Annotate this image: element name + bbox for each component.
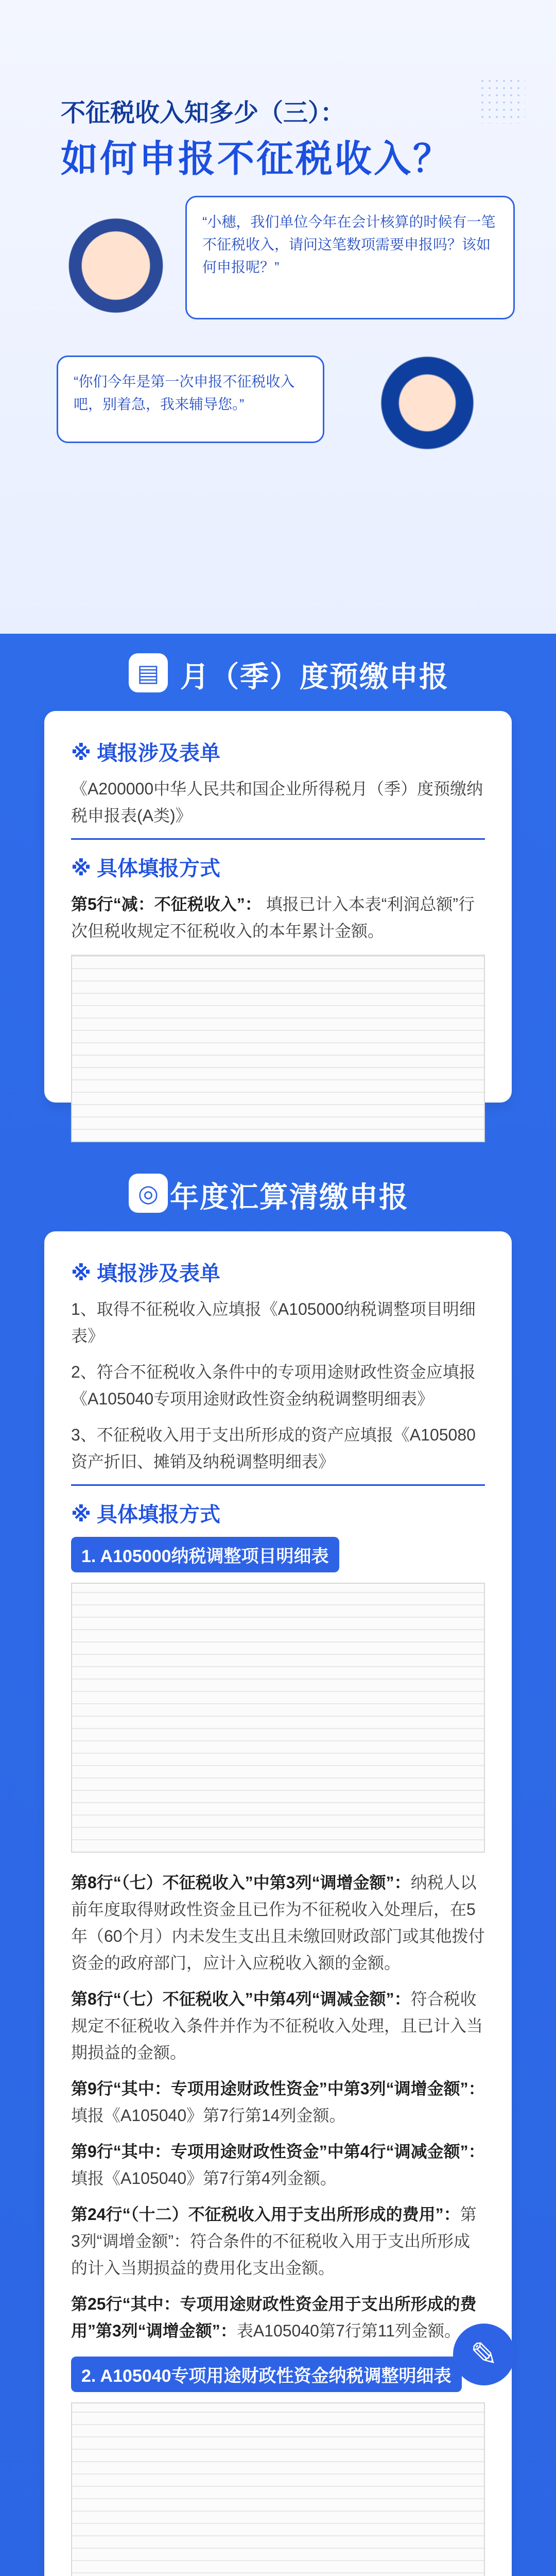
question-bubble: “小穗，我们单位今年在会计核算的时候有一笔不征税收入，请问这笔数项需要申报吗？该如何申报呢？” xyxy=(185,196,515,319)
sub1-row-6-text: 表A105040第7行第11列金额。 xyxy=(236,2321,461,2340)
section2-title: 年度汇算清缴申报 xyxy=(170,1181,409,1213)
sub2-title: 2. A105040专项用途财政性资金纳税调整明细表 xyxy=(71,2357,462,2392)
form-table-image xyxy=(71,955,485,1142)
assistant-avatar xyxy=(360,345,494,510)
sub1-title-wrap xyxy=(71,1537,485,1572)
divider xyxy=(71,838,485,840)
section1-method-bold: 第5行“减：不征税收入”： xyxy=(71,895,262,913)
page-title-line1: 不征税收入知多少（三）： xyxy=(61,99,345,127)
section2-method-heading: ※ 具体填报方式 xyxy=(71,1503,220,1526)
a105000-table-image xyxy=(71,1583,485,1853)
section1-form-heading: ※ 填报涉及表单 xyxy=(71,742,220,765)
a105040-table-image xyxy=(71,2402,485,2576)
section2-item-1: 1、取得不征税收入应填报《A105000纳税调整项目明细表》 xyxy=(71,1300,476,1345)
sub1-row-4-text: 填报《A105040》第7行第4列金额。 xyxy=(71,2169,337,2188)
calendar-icon: ◎ xyxy=(129,1174,168,1213)
page-title-line2: 如何申报不征税收入？ xyxy=(61,139,453,180)
section1-method-desc: 填报已计入本表“利润总额”行次但税收规定不征税收入的本年累计金额。 xyxy=(71,895,475,940)
sub1-row-2-text: 符合税收规定不征税收入条件并作为不征税收入处理，且已计入当期损益的金额。 xyxy=(71,1990,483,2062)
divider xyxy=(71,1484,485,1486)
sub1-row-1-bold: 第8行“（七）不征税收入”中第3列“调增金额”： xyxy=(71,1873,411,1892)
section1-method-heading: ※ 具体填报方式 xyxy=(71,857,220,880)
sub1-row-2 xyxy=(71,1986,485,2066)
section1-form-text: 《A200000中华人民共和国企业所得税月（季）度预缴纳税申报表(A类)》 xyxy=(71,779,483,825)
section2-header xyxy=(0,1164,556,1226)
section2-card xyxy=(44,1231,512,2576)
section2-item-2: 2、符合不征税收入条件中的专项用途财政性资金应填报《A105040专项用途财政性资金纳税调整明细表》 xyxy=(71,1363,476,1408)
answer-bubble: “你们今年是第一次申报不征税收入吧，别着急，我来辅导您。” xyxy=(57,355,324,443)
report-icon: ▤ xyxy=(129,653,168,692)
sub1-row-1-text: 纳税人以前年度取得财政性资金且已作为不征税收入处理后，在5年（60个月）内未发生支出且未缴回财政部门或其他拨付资金的政府部门，应计入应税收入额的金额。 xyxy=(71,1873,485,1972)
sub1-row-6-bold: 第25行“其中：专项用途财政性资金用于支出所形成的费用”第3列“调增金额”： xyxy=(71,2295,477,2340)
sub1-row-5-text: 第3列“调增金额”：符合条件的不征税收入用于支出所形成的计入当期损益的费用化支出金额。 xyxy=(71,2205,477,2277)
section1-header xyxy=(0,644,556,706)
hero-section xyxy=(0,0,556,634)
sub1-row-5-bold: 第24行“（十二）不征税收入用于支出所形成的费用”： xyxy=(71,2205,460,2224)
sub1-row-1 xyxy=(71,1869,485,1976)
section2-item-3: 3、不征税收入用于支出所形成的资产应填报《A105080资产折旧、摊销及纳税调整明细表》 xyxy=(71,1426,476,1471)
pen-icon: ✎ xyxy=(453,2324,515,2385)
sub1-row-3 xyxy=(71,2075,485,2129)
section2-form-heading: ※ 填报涉及表单 xyxy=(71,1262,220,1285)
sub1-row-3-bold: 第9行“其中：专项用途财政性资金”中第3列“调增金额”： xyxy=(71,2079,485,2098)
sub2-title-wrap xyxy=(71,2357,485,2392)
section1-title: 月（季）度预缴申报 xyxy=(180,660,449,693)
sub1-row-5 xyxy=(71,2201,485,2281)
section1-card xyxy=(44,711,512,1103)
sub1-title: 1. A105000纳税调整项目明细表 xyxy=(71,1537,339,1572)
sub1-row-2-bold: 第8行“（七）不征税收入”中第4列“调减金额”： xyxy=(71,1990,411,2008)
user-avatar xyxy=(62,206,170,314)
sub1-row-4 xyxy=(71,2138,485,2192)
sub1-row-4-bold: 第9行“其中：专项用途财政性资金”中第4行“调减金额”： xyxy=(71,2142,485,2161)
dot-pattern xyxy=(479,77,525,124)
section1-method-text xyxy=(71,891,485,944)
sub1-row-6 xyxy=(71,2291,485,2344)
sub1-row-3-text: 填报《A105040》第7行第14列金额。 xyxy=(71,2106,346,2125)
